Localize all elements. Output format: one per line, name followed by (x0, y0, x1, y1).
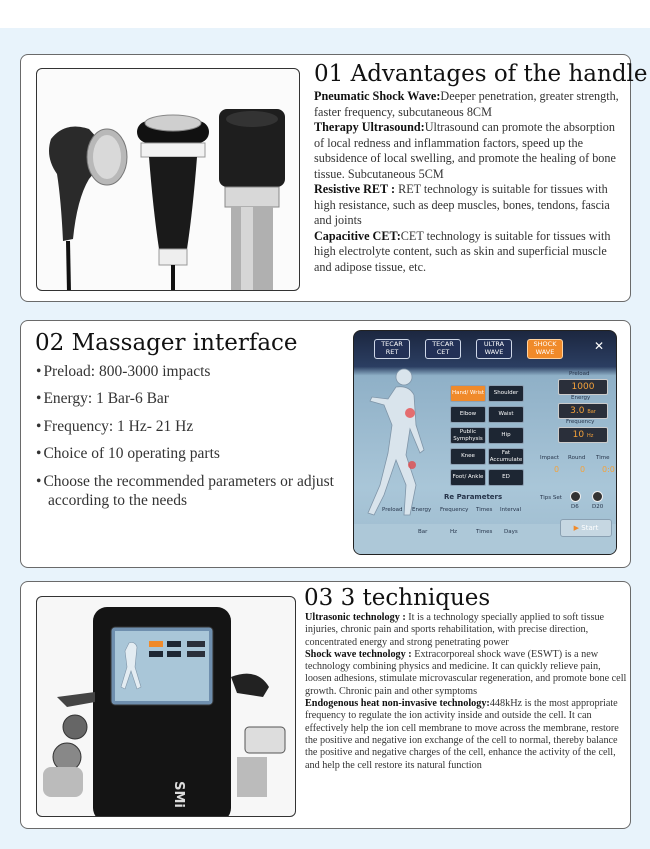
body-figure-icon (354, 365, 444, 525)
handpieces-illustration (37, 69, 300, 291)
handles-image (36, 68, 300, 291)
spec-item: • Frequency: 1 Hz- 21 Hz (36, 417, 336, 436)
section-3-text (305, 612, 629, 772)
item-label: Pneumatic Shock Wave: (314, 89, 441, 103)
section-1-title: 01 Advantages of the handle (314, 61, 648, 87)
text-item (314, 89, 624, 120)
param-preload: Preload (382, 507, 403, 513)
tab-tecar-cet[interactable]: TECAR CET (425, 339, 461, 359)
item-label: Capacitive CET: (314, 228, 401, 243)
section-3-title: 03 3 techniques (304, 585, 491, 611)
section-techniques (20, 581, 631, 829)
device-illustration (37, 597, 296, 817)
text-item (305, 698, 629, 772)
interface-screen (353, 330, 617, 555)
spec-item: • Choice of 10 operating parts (36, 444, 336, 463)
part-fat-accumulate[interactable]: Fat Accumulate (488, 448, 524, 465)
part-hip[interactable]: Hip (488, 427, 524, 444)
text-item (314, 229, 624, 276)
energy-number: 3.0 (570, 406, 585, 416)
time-label: Time (596, 455, 610, 461)
param-energy: Energy (412, 507, 432, 513)
tab-tecar-ret[interactable]: TECAR RET (374, 339, 410, 359)
item-text: It is a technology specially applied to soft tissue injuries, chronic pain and sports rehabilitation, with precise direction, concentrated energy and strong penetrating power (305, 612, 605, 648)
text-item (305, 649, 629, 698)
part-ed[interactable]: ED (488, 469, 524, 486)
item-text: Deeper penetration, greater strength, faster frequency, subcutaneous 8CM (314, 89, 619, 119)
item-text: Ultrasound can promote the absorption of local redness and inflammation factors, speed up the subsidence of local swelling, and promote the healing of bone tissue. Subcutaneous 5CM (314, 120, 616, 181)
round-count: 0 (580, 465, 586, 474)
text-item (314, 182, 624, 229)
device-image (36, 596, 296, 817)
item-label: Ultrasonic technology : (305, 612, 409, 623)
spec-item: • Preload: 800-3000 impacts (36, 362, 336, 381)
round-label: Round (568, 455, 586, 461)
item-label: Shock wave technology : (305, 648, 415, 660)
tip-d6-label: D6 (571, 504, 579, 510)
part-shoulder[interactable]: Shoulder (488, 385, 524, 402)
unit-hz: Hz (450, 529, 458, 535)
time-count: 0:0 (602, 465, 615, 474)
energy-label: Energy (571, 395, 591, 401)
section-handle-advantages (20, 54, 648, 302)
item-label: Resistive RET : (314, 182, 399, 196)
item-text: CET technology is suitable for tissues with high electrolyte content, such as skin and superficial muscle and adipose tissue, etc. (314, 228, 611, 274)
part-hand-wrist[interactable]: Hand/ Wrist (450, 385, 486, 402)
frequency-label: Frequency (566, 419, 595, 425)
text-item (305, 612, 629, 649)
tools-icon[interactable]: ✕ (594, 339, 605, 353)
spec-item: • Energy: 1 Bar-6 Bar (36, 389, 336, 408)
top-band (0, 0, 650, 28)
frequency-value[interactable] (558, 427, 608, 443)
start-label: Start (581, 524, 599, 532)
text-item (314, 120, 624, 182)
energy-value[interactable] (558, 403, 608, 419)
tip-d6-icon[interactable] (570, 491, 581, 502)
param-times: Times (476, 507, 493, 513)
section-1-text (314, 89, 624, 275)
tip-d20-label: D20 (592, 504, 604, 510)
tab-ultra-wave[interactable]: ULTRA WAVE (476, 339, 512, 359)
part-elbow[interactable]: Elbow (450, 406, 486, 423)
item-text: 448kHz is the most appropriate frequency to regulate the ion activity inside and outside the cell. It can effectively help the ion cell membrane to move across the membrane, restore the positive and negative ion exchange of the cell to normal, thereby balance the positive and negative charges of the cell, enhance the activity of the cell, and help the cell restore its natural function (305, 698, 619, 771)
section-2-title: 02 Massager interface (35, 330, 298, 356)
re-parameters-heading: Re Parameters (444, 493, 503, 501)
preload-value[interactable]: 1000 (558, 379, 608, 395)
play-icon: ▶ (573, 524, 580, 532)
part-waist[interactable]: Waist (488, 406, 524, 423)
start-button[interactable] (560, 519, 612, 537)
impact-label: Impact (540, 455, 560, 461)
brand-logo: SMi (170, 781, 186, 808)
frequency-number: 10 (572, 430, 585, 440)
part-foot-ankle[interactable]: Foot/ Ankle (450, 469, 486, 486)
unit-days: Days (504, 529, 518, 535)
tip-d20-icon[interactable] (592, 491, 603, 502)
item-text: Extracorporeal shock wave (ESWT) is a new technology combining physics and medicine. It can quickly relieve pain, loosen adhesions, stimulate microvascular regeneration, and promote bone cell growth. Chronic pain and other symptoms (305, 648, 627, 697)
spec-list (36, 362, 336, 518)
unit-bar: Bar (418, 529, 428, 535)
tips-set-label: Tips Set (540, 495, 562, 501)
energy-unit: Bar (587, 409, 596, 415)
part-knee[interactable]: Knee (450, 448, 486, 465)
impact-count: 0 (554, 465, 560, 474)
item-text: RET technology is suitable for tissues with high resistance, such as deep muscles, bones, tendons, fascia and joints (314, 182, 610, 227)
param-frequency: Frequency (440, 507, 469, 513)
item-label: Therapy Ultrasound: (314, 120, 425, 134)
tab-shock-wave[interactable]: SHOCK WAVE (527, 339, 563, 359)
item-label: Endogenous heat non-invasive technology: (305, 698, 490, 710)
part-public-symphysis[interactable]: Public Symphysis (450, 427, 486, 444)
param-interval: Interval (500, 507, 522, 513)
frequency-unit: Hz (586, 433, 594, 439)
preload-label: Preload (569, 371, 590, 377)
spec-item: • Choose the recommended parameters or adjust according to the needs (36, 472, 336, 511)
unit-times: Times (476, 529, 493, 535)
